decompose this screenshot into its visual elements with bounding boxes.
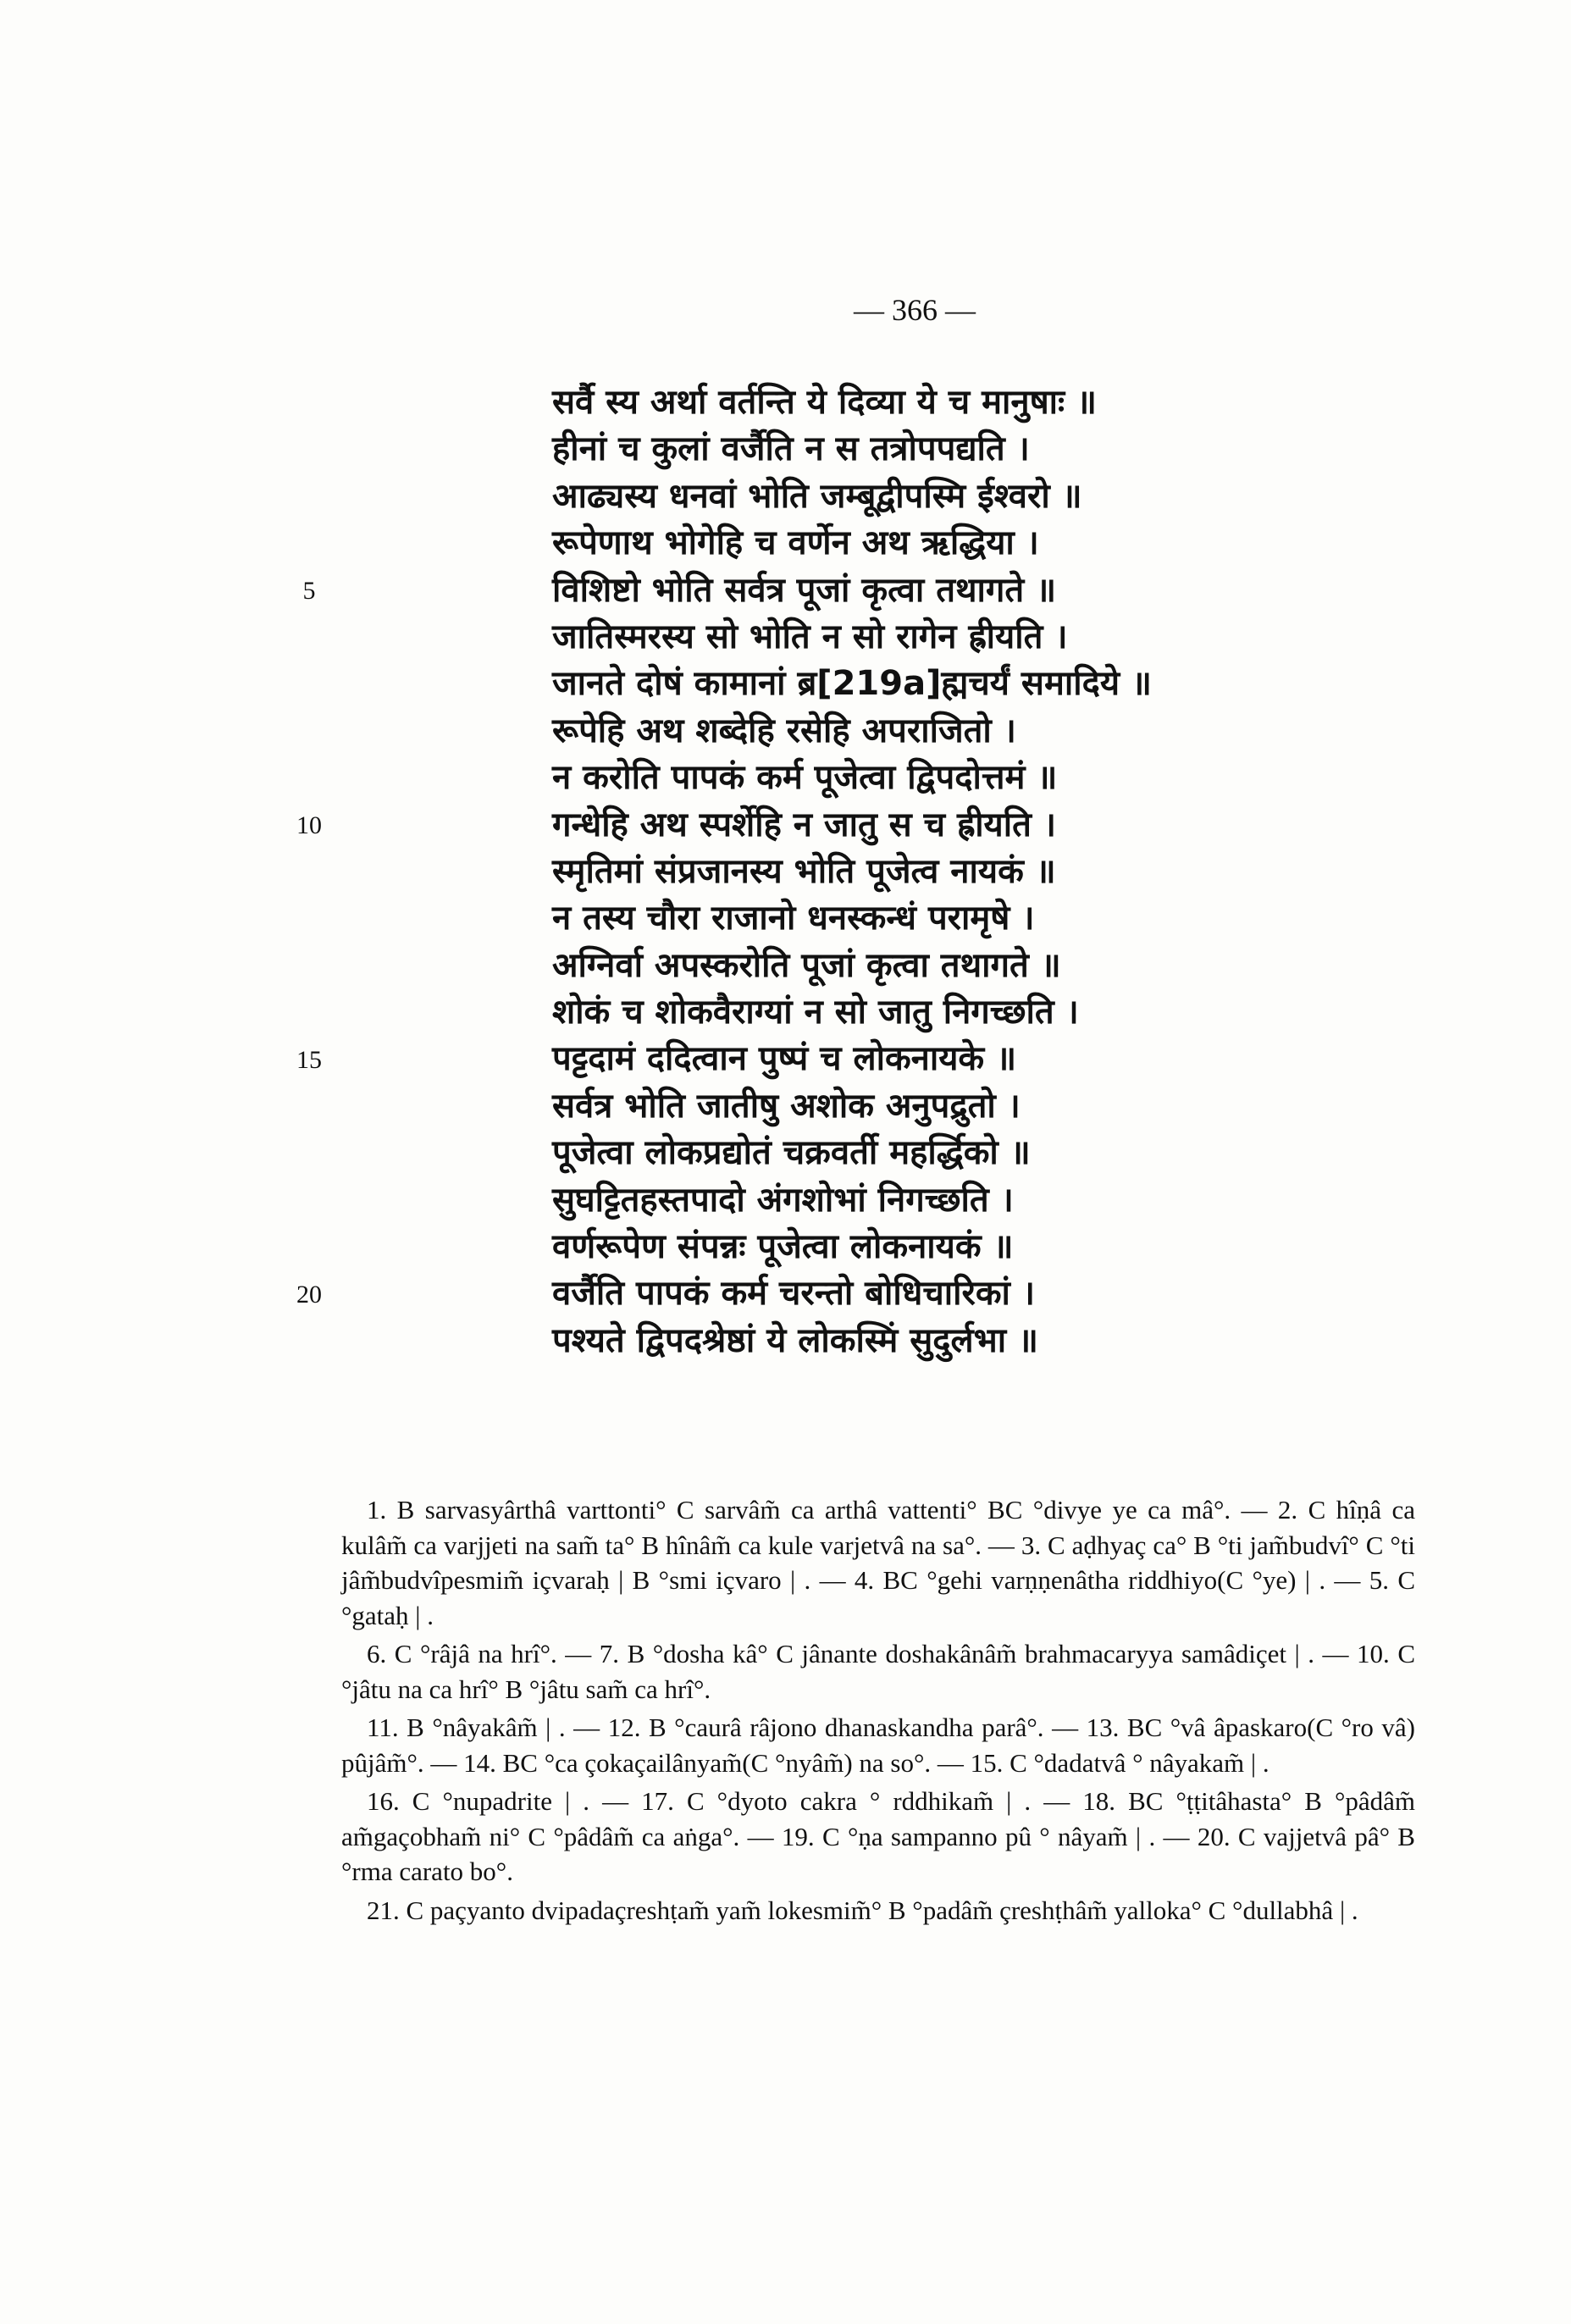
verse-line: हीनां च कुलां वर्जैति न स तत्रोपपद्यति । bbox=[552, 429, 1030, 469]
verse-line: जातिस्मरस्य सो भोति न सो रागेन ह्रीयति । bbox=[552, 617, 1068, 656]
verse-line: पश्यते द्विपदश्रेष्ठां ये लोकस्मिं सुदुर्लभा ॥ bbox=[552, 1320, 1038, 1360]
verse-line: सर्वत्र भोति जातीषु अशोक अनुपद्रुतो । bbox=[552, 1086, 1021, 1126]
verse-line: पूजेत्वा लोकप्रद्योतं चक्रवर्ती महर्द्धिको ॥ bbox=[552, 1133, 1031, 1173]
page-number: — 366 — bbox=[854, 293, 976, 327]
verse-line: वर्णरूपेण संपन्नः पूजेत्वा लोकनायकं ॥ bbox=[552, 1227, 1014, 1267]
line-number-5: 5 bbox=[302, 577, 316, 605]
line-number-20: 20 bbox=[296, 1281, 322, 1309]
verse-line: पट्टदामं ददित्वान पुष्पं च लोकनायके ॥ bbox=[552, 1039, 1017, 1079]
verse-line: रूपेणाथ भोगेहि च वर्णेन अथ ऋद्धिया । bbox=[552, 523, 1039, 563]
footnote-paragraph: 21. C paçyanto dvipadaçreshṭam̃ yam̃ lokesmim̃° B °padâm̃ çreshṭhâm̃ yalloka° C °dullabhâ | . bbox=[367, 1895, 1358, 1925]
footnote-paragraph: 6. C °râjâ na hrî°. — 7. B °dosha kâ° C jânante doshakânâm̃ brahmacaryya samâdiçet | . — 10. C °jâtu na ca hrî° B °jâtu sam̃ ca hrî°. bbox=[341, 1639, 1415, 1704]
verse-line: न करोति पापकं कर्म पूजेत्वा द्विपदोत्तमं ॥ bbox=[552, 758, 1058, 798]
verse-line: सर्वै स्य अर्था वर्तन्ति ये दिव्या ये च मानुषाः ॥ bbox=[552, 383, 1098, 422]
verse-line: न तस्य चौरा राजानो धनस्कन्धं परामृषे । bbox=[552, 899, 1035, 938]
line-number-10: 10 bbox=[296, 811, 322, 839]
verse-block bbox=[552, 379, 1314, 1364]
verse-line: जानते दोषं कामानां ब्र[219a]ह्मचर्यं समादिये ॥ bbox=[552, 664, 1152, 704]
line-number-15: 15 bbox=[296, 1046, 322, 1074]
footnotes bbox=[341, 1492, 1415, 1931]
verse-line: स्मृतिमां संप्रजानस्य भोति पूजेत्व नायकं ॥ bbox=[552, 851, 1056, 891]
footnote-paragraph: 1. B sarvasyârthâ varttonti° C sarvâm̃ ca arthâ vattenti° BC °divye ye ca mâ°. — 2. C hîṇâ ca kulâm̃ ca varjjeti na sam̃ ta° B hînâm̃ ca kule varjetvâ na sa°. — 3. C aḍhyaç ca° B °ti jam̃budvî° C °ti jâm̃budvîpesmim̃ içvaraḥ | B °smi içvaro | . — 4. BC °gehi varṇṇenâtha riddhiyo(C °ye) | . — 5. C °gataḥ | . bbox=[341, 1495, 1415, 1630]
verse-line: अग्निर्वा अपस्करोति पूजां कृत्वा तथागते ॥ bbox=[552, 945, 1061, 985]
verse-line: आढ्यस्य धनवां भोति जम्बूद्वीपस्मि ईश्वरो ॥ bbox=[552, 476, 1082, 516]
verse-line: शोकं च शोकवैराग्यां न सो जातु निगच्छति । bbox=[552, 993, 1079, 1032]
verse-line: रूपेहि अथ शब्देहि रसेहि अपराजितो । bbox=[552, 711, 1016, 750]
verse-line: वर्जैति पापकं कर्म चरन्तो बोधिचारिकां । bbox=[552, 1274, 1035, 1314]
verse-line: गन्धेहि अथ स्पर्शेहि न जातु स च ह्रीयति । bbox=[552, 805, 1057, 844]
verse-line: विशिष्टो भोति सर्वत्र पूजां कृत्वा तथागते ॥ bbox=[552, 570, 1057, 610]
footnote-paragraph: 16. C °nupadrite | . — 17. C °dyoto cakra ° rddhikam̃ | . — 18. BC °ṭṭitâhasta° B °pâdâm̃ am̃gaçobham̃ ni° C °pâdâm̃ ca aṅga°. — 19. C °ṇa sampanno pû ° nâyam̃ | . — 20. C vajjetvâ pâ° B °rma carato bo°. bbox=[341, 1786, 1415, 1886]
verse-line: सुघट्टितहस्तपादो अंगशोभां निगच्छति । bbox=[552, 1180, 1014, 1220]
footnote-paragraph: 11. B °nâyakâm̃ | . — 12. B °caurâ râjono dhanaskandha parâ°. — 13. BC °vâ âpaskaro(C °ro vâ) pûjâm̃°. — 14. BC °ca çokaçailânyam̃(C °nyâm̃) na so°. — 15. C °dadatvâ ° nâyakam̃ | . bbox=[341, 1713, 1415, 1778]
